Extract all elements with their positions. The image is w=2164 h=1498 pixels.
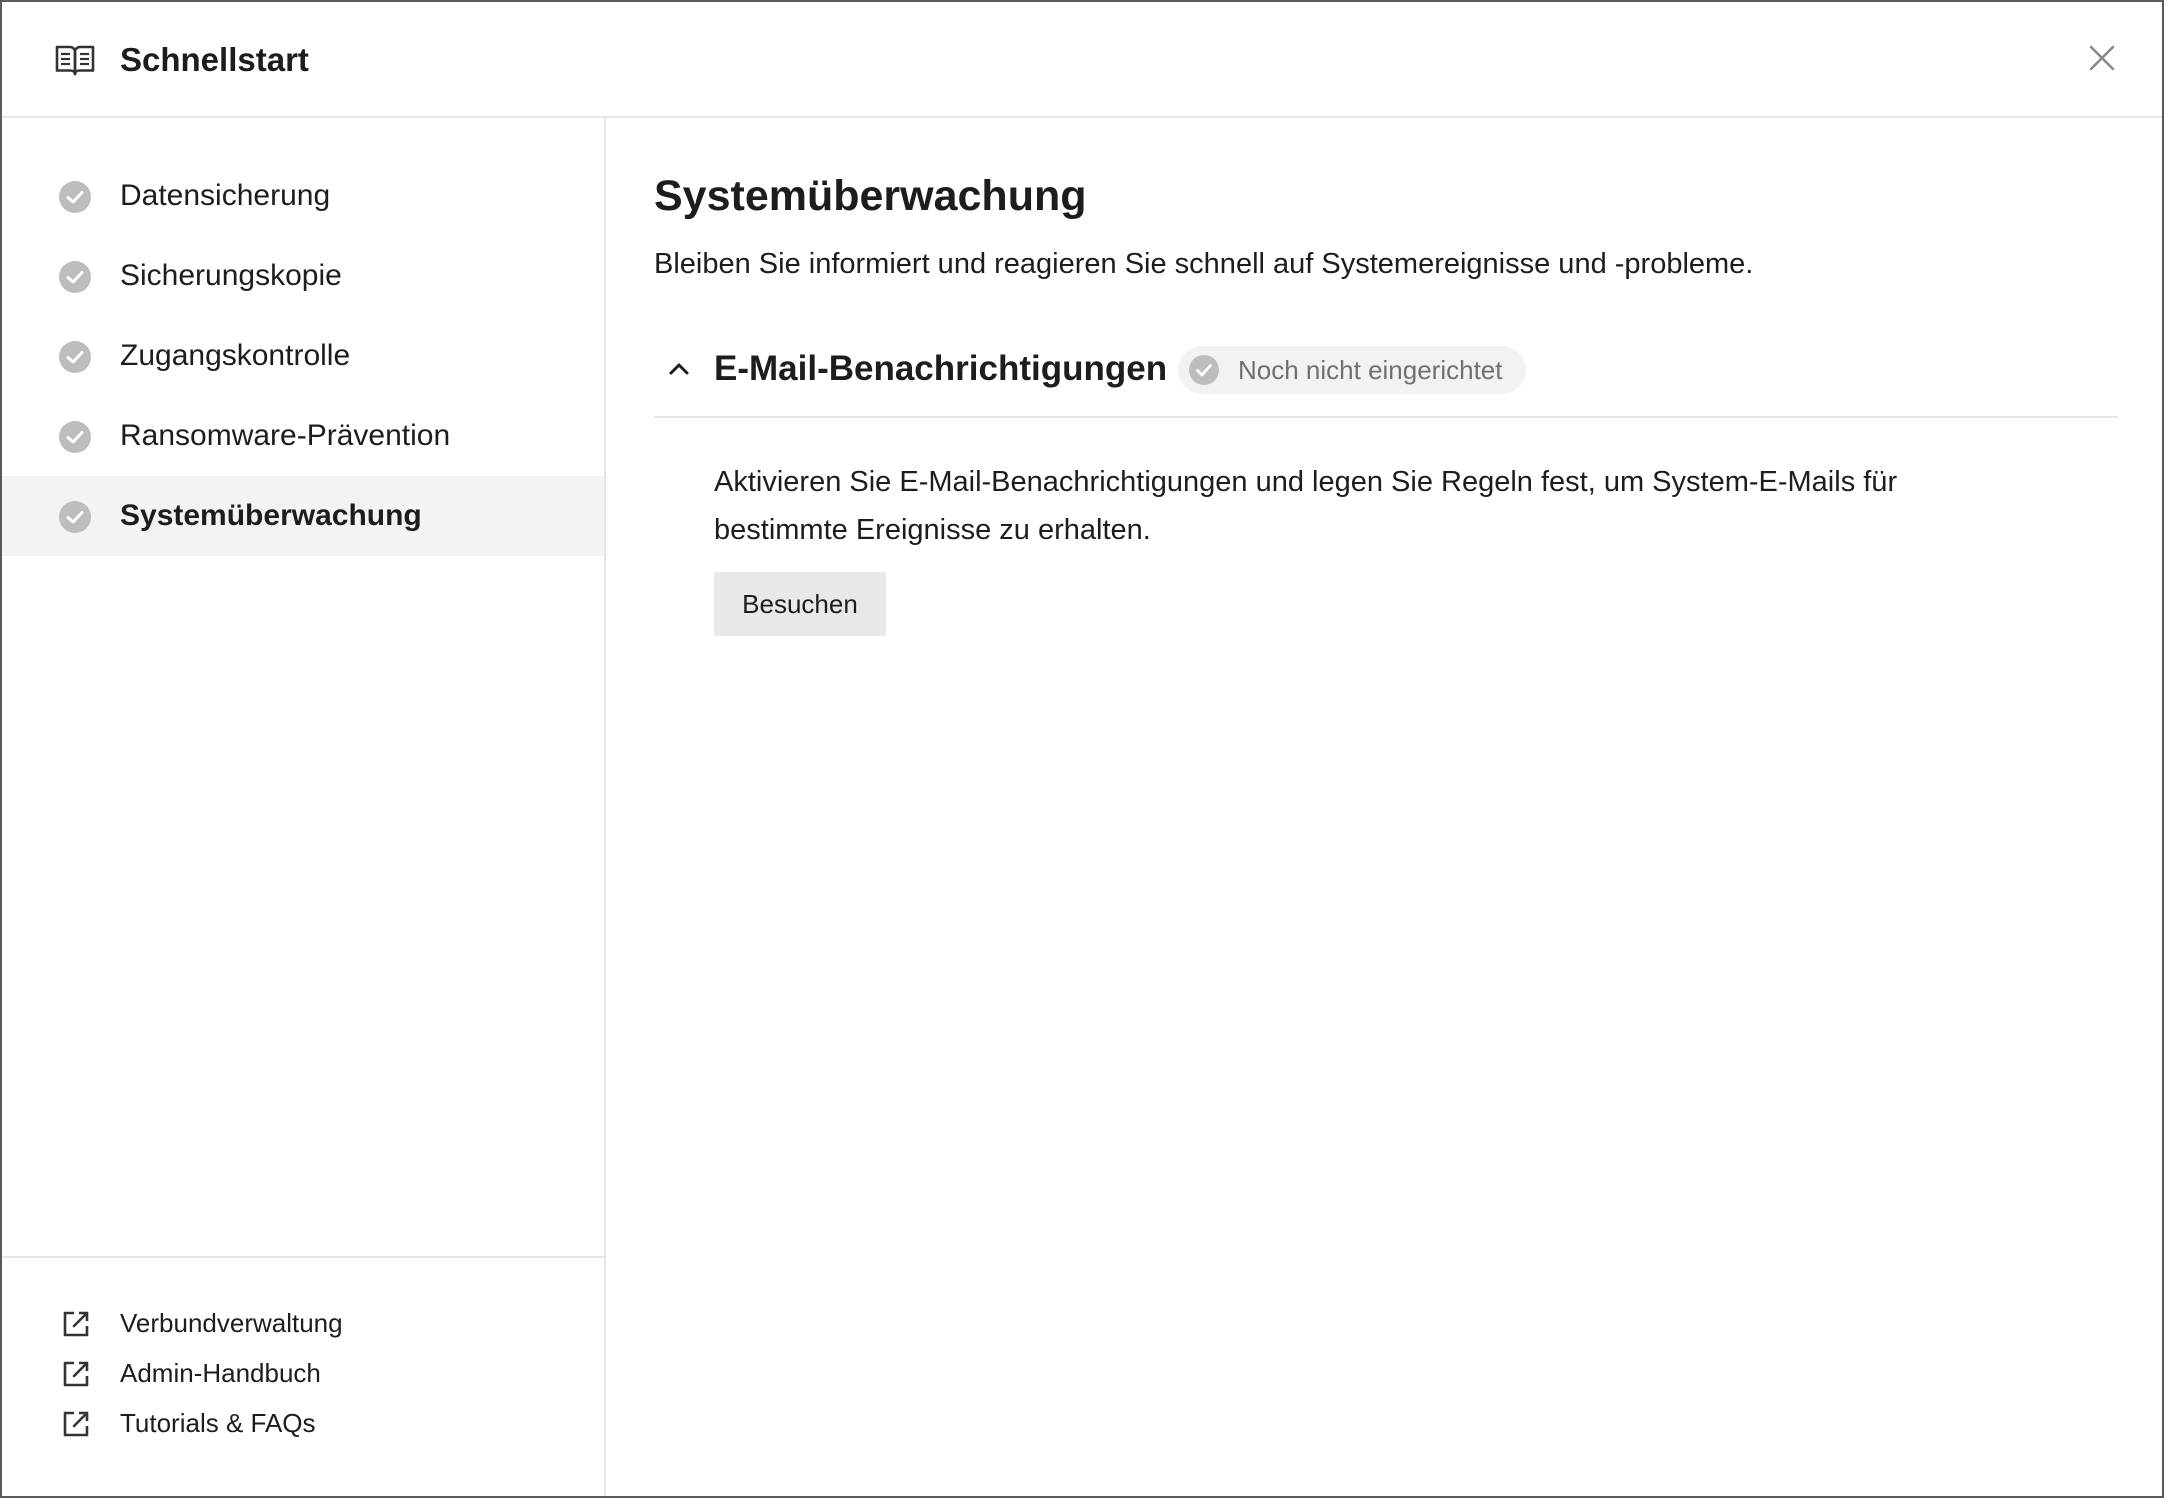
email-notifications-section-header[interactable]: [654, 344, 2118, 418]
sidebar-nav: [2, 156, 604, 556]
sidebar-item-zugangskontrolle[interactable]: [2, 316, 604, 396]
external-link-icon: [62, 1310, 90, 1338]
section-title: E-Mail-Benachrichtigungen: [714, 349, 1168, 388]
status-badge: [1178, 346, 1526, 394]
check-circle-icon: [58, 500, 92, 534]
link-label: Tutorials & FAQs: [120, 1408, 316, 1438]
sidebar-item-label: Sicherungskopie: [120, 259, 342, 292]
sidebar: [2, 118, 606, 1496]
sidebar-divider: [2, 1256, 604, 1258]
check-circle-icon: [58, 340, 92, 374]
close-button[interactable]: [2082, 40, 2122, 80]
external-link-icon: [62, 1360, 90, 1388]
link-verbundverwaltung[interactable]: [2, 1298, 604, 1348]
page-description: Bleiben Sie informiert und reagieren Sie schnell auf Systemereignisse und -probleme.: [654, 248, 1754, 280]
dialog-title: Schnellstart: [120, 41, 309, 78]
check-circle-icon: [58, 420, 92, 454]
sidebar-item-label: Zugangskontrolle: [120, 339, 351, 372]
link-tutorials-faqs[interactable]: [2, 1398, 604, 1448]
sidebar-item-systemueberwachung[interactable]: [2, 476, 604, 556]
check-circle-icon: [1188, 354, 1220, 386]
check-circle-icon: [58, 260, 92, 294]
status-badge-text: Noch nicht eingerichtet: [1238, 355, 1503, 385]
book-icon: [54, 42, 96, 78]
section-description: Aktivieren Sie E-Mail-Benachrichtigungen und legen Sie Regeln fest, um System-E-Mails für bestimmte Ereignisse zu erhalten.: [714, 466, 1898, 546]
main-content: [606, 118, 2162, 1496]
sidebar-links: [2, 1298, 604, 1448]
visit-button[interactable]: Besuchen: [714, 572, 886, 636]
page-title: Systemüberwachung: [654, 172, 1087, 220]
sidebar-item-sicherungskopie[interactable]: [2, 236, 604, 316]
sidebar-item-ransomware-praevention[interactable]: [2, 396, 604, 476]
external-link-icon: [62, 1410, 90, 1438]
dialog-header: [2, 2, 2162, 118]
sidebar-item-label: Ransomware-Prävention: [120, 419, 451, 452]
sidebar-item-datensicherung[interactable]: [2, 156, 604, 236]
sidebar-item-label: Systemüberwachung: [120, 499, 422, 532]
check-circle-icon: [58, 180, 92, 214]
close-icon: [2088, 44, 2116, 77]
link-label: Verbundverwaltung: [120, 1308, 343, 1338]
link-label: Admin-Handbuch: [120, 1358, 321, 1388]
chevron-up-icon[interactable]: [664, 354, 694, 384]
sidebar-item-label: Datensicherung: [120, 179, 331, 212]
link-admin-handbuch[interactable]: [2, 1348, 604, 1398]
